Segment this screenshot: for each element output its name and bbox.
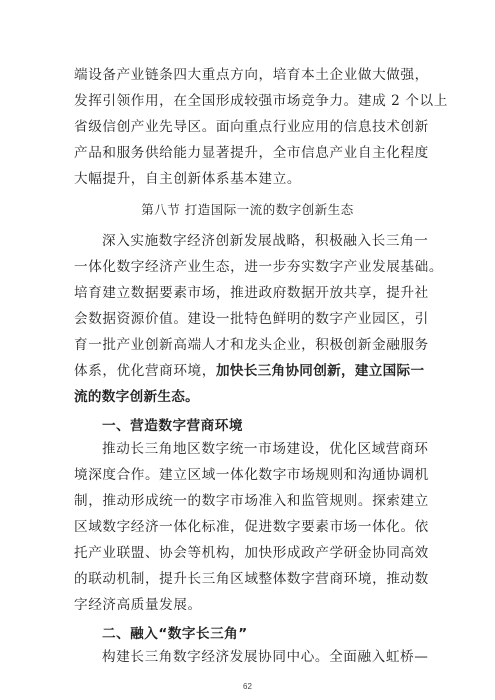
text-line: 托产业联盟、协会等机构，加快形成政产学研金协同高效	[74, 545, 429, 561]
text-line: 省级信创产业先导区。面向重点行业应用的信息技术创新	[74, 119, 429, 135]
text-line: 端设备产业链条四大重点方向，培育本土企业做大做强，	[74, 67, 429, 83]
subheading-2: 二、融入“数字长三角”	[102, 626, 248, 642]
text-line: 育一批产业创新高端人才和龙头企业，积极创新金融服务	[74, 337, 429, 353]
text-line: 大幅提升，自主创新体系基本建立。	[74, 171, 302, 187]
subheading-1: 一、营造数字营商环境	[102, 418, 243, 434]
text-line: 区域数字经济一体化标准，促进数字要素市场一体化。依	[74, 519, 429, 535]
text-line: 的联动机制，提升长三角区域整体数字营商环境，推动数	[74, 571, 429, 587]
bold-emphasis: 加快长三角协同创新，建立国际一	[215, 363, 425, 379]
text-line	[74, 362, 424, 380]
text-line: 推动长三角地区数字统一市场建设，优化区域营商环	[102, 441, 429, 457]
text-line: 一体化数字经济产业生态，进一步夯实数字产业发展基础。	[74, 259, 444, 275]
text-line: 制，推动形成统一的数字市场准入和监管规则。探索建立	[74, 493, 429, 509]
page-number: 62	[243, 682, 252, 691]
text-line: 发挥引领作用，在全国形成较强市场竞争力。建成 2 个以上	[74, 93, 448, 109]
text-line: 培育建立数据要素市场，推进政府数据开放共享，提升社	[74, 285, 429, 301]
text-line: 产品和服务供给能力显著提升，全市信息产业自主化程度	[74, 145, 429, 161]
section-title: 第八节 打造国际一流的数字创新生态	[141, 202, 354, 217]
text-span: 体系，优化营商环境，	[74, 363, 216, 379]
text-line: 会数据资源价值。建设一批特色鲜明的数字产业园区，引	[74, 311, 429, 327]
text-line: 深入实施数字经济创新发展战略，积极融入长三角一	[102, 233, 429, 249]
text-line: 字经济高质量发展。	[74, 597, 202, 613]
text-line: 构建长三角数字经济发展协同中心。全面融入虹桥—	[102, 649, 429, 665]
bold-emphasis-line: 流的数字创新生态。	[74, 389, 200, 405]
text-line: 境深度合作。建立区域一体化数字市场规则和沟通协调机	[74, 467, 429, 483]
